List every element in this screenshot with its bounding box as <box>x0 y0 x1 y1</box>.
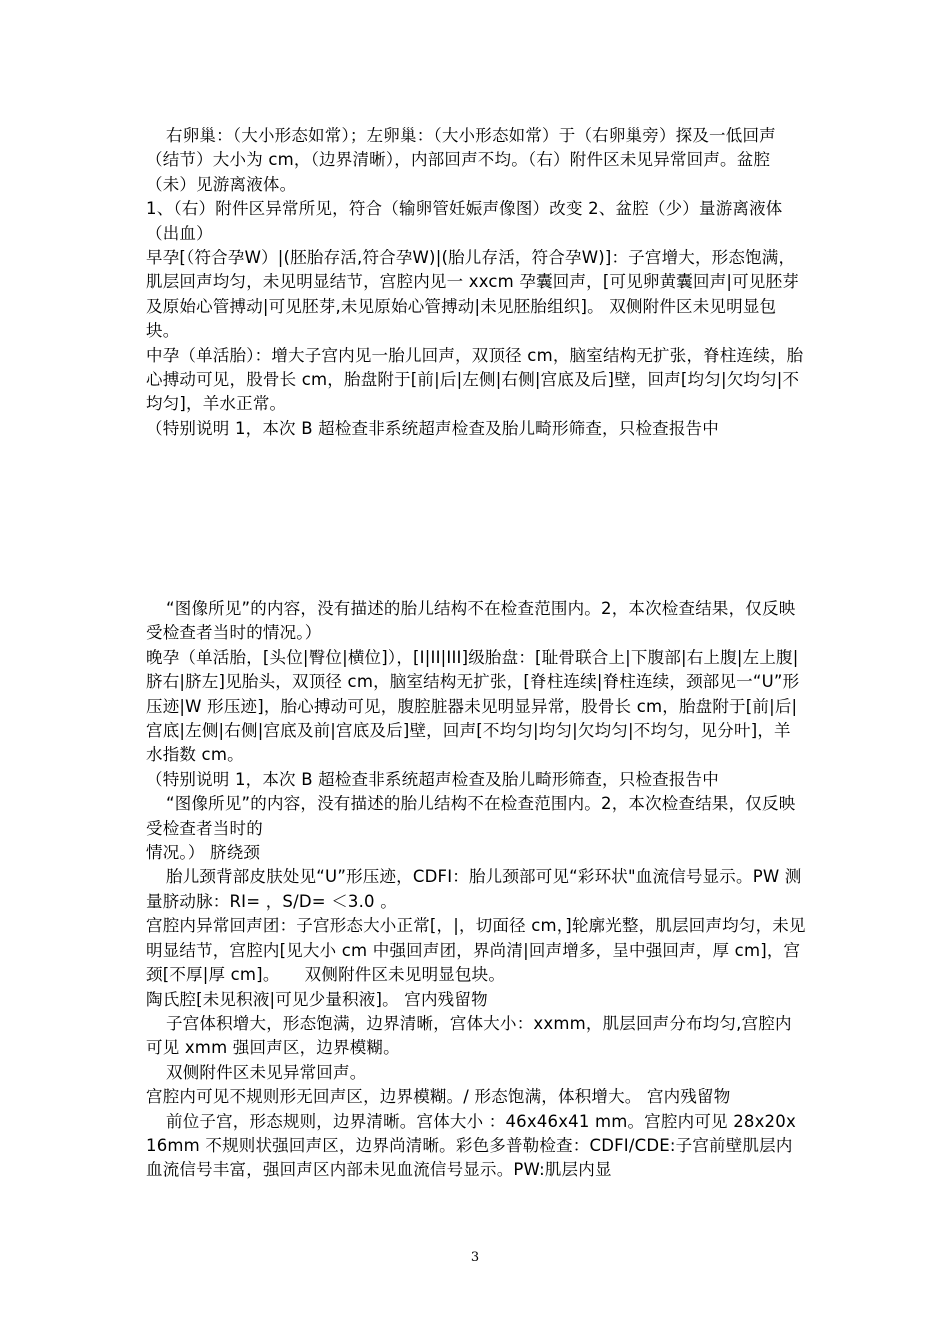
paragraph-special-note: （特别说明 1，本次 B 超检查非系统超声检查及胎儿畸形筛查，只检查报告中 <box>146 418 719 438</box>
paragraph-special-note-2: （特别说明 1，本次 B 超检查非系统超声检查及胎儿畸形筛查，只检查报告中 <box>146 769 719 789</box>
paragraph-ovary: 右卵巢：（大小形态如常）；左卵巢：（大小形态如常）于（右卵巢旁）探及一低回声（结节）大小为 cm，（边界清晰），内部回声不均。（右）附件区未见异常回声。盆腔（未）见游离液体。 <box>146 126 776 194</box>
paragraph-late-pregnancy: 晚孕（单活胎，[头位|臀位|横位]），[I|II|III]级胎盘：[耻骨联合上|下腹部|右上腹|左上腹|脐右|脐左]见胎头，双顶径 cm，脑室结构无扩张，[脊柱连续|脊柱连续，颈部见一“U”形压迹|W 形压迹]，胎心搏动可见，腹腔脏器未见明显异常，股骨长 cm，胎盘附于[前|后|宫底|左侧|右侧|宫底及前|宫底及后]壁，回声[不均匀|均匀|欠均匀|不均匀，见分叶]，羊水指数 cm。 <box>146 647 800 765</box>
paragraph-residual-2: 宫腔内可见不规则形无回声区，边界模糊。/ 形态饱满，体积增大。 宫内残留物 <box>146 1087 731 1107</box>
paragraph-residual-1: 子宫体积增大，形态饱满，边界清晰，宫体大小：xxmm，肌层回声分布均匀,宫腔内可见 xmm 强回声区，边界模糊。 <box>146 1013 792 1058</box>
paragraph-douglas-pouch: 陶氏腔[未见积液|可见少量积液]。 宫内残留物 <box>146 989 488 1009</box>
paragraph-mid-pregnancy: 中孕（单活胎）：增大子宫内见一胎儿回声，双顶径 cm，脑室结构无扩张，脊柱连续，胎心搏动可见，股骨长 cm，胎盘附于[前|后|左侧|右侧|宫底及后]壁，回声[均匀|欠均匀|不均匀]，羊水正常。 <box>146 345 804 414</box>
paragraph-early-pregnancy: 早孕[（符合孕W）|(胚胎存活,符合孕W)|(胎儿存活，符合孕W)]：子宫增大，形态饱满，肌层回声均匀，未见明显结节，宫腔内见一 xxcm 孕囊回声，[可见卵黄囊回声|可见胚芽及原始心管搏动|可见胚芽,未见原始心管搏动|未见胚胎组织]。 双侧附件区未见明显包块。 <box>146 248 799 341</box>
paragraph-cord-title: 情况。） 脐绕颈 <box>146 843 261 863</box>
text-block-top <box>146 124 806 441</box>
paragraph-anteverted-uterus: 前位子宫，形态规则，边界清晰。宫体大小 ：46x46x41 mm。宫腔内可见 28x20x16mm 不规则状强回声区，边界尚清晰。彩色多普勒检查：CDFI/CDE:子宫前壁肌层内血流信号丰富，强回声区内部未见血流信号显示。PW:肌层内显 <box>146 1111 796 1180</box>
paragraph-cord-finding: 胎儿颈背部皮肤处见“U”形压迹，CDFI：胎儿颈部可见“彩环状"血流信号显示。PW 测量脐动脉：RI= ，S/D= ＜3.0 。 <box>146 867 802 911</box>
text-block-bottom <box>146 597 806 1183</box>
paragraph-note-continued-2: “图像所见”的内容，没有描述的胎儿结构不在检查范围内。2，本次检查结果，仅反映受检查者当时的 <box>146 794 796 838</box>
page-number: 3 <box>470 1250 480 1265</box>
paragraph-adnexa-normal: 双侧附件区未见异常回声。 <box>166 1062 367 1082</box>
paragraph-uterine-mass: 宫腔内异常回声团：子宫形态大小正常[，|，切面径 cm，]轮廓光整，肌层回声均匀，未见明显结节，宫腔内[见大小 cm 中强回声团，界尚清|回声增多，呈中强回声，厚 cm]，宫颈[不厚|厚 cm]。 双侧附件区未见明显包块。 <box>146 916 806 985</box>
paragraph-adnexa-conclusion: 1、（右）附件区异常所见，符合（输卵管妊娠声像图）改变 2、盆腔（少）量游离液体（出血） <box>146 199 783 243</box>
paragraph-note-continued: “图像所见”的内容，没有描述的胎儿结构不在检查范围内。2，本次检查结果，仅反映受检查者当时的情况。） <box>146 599 796 643</box>
